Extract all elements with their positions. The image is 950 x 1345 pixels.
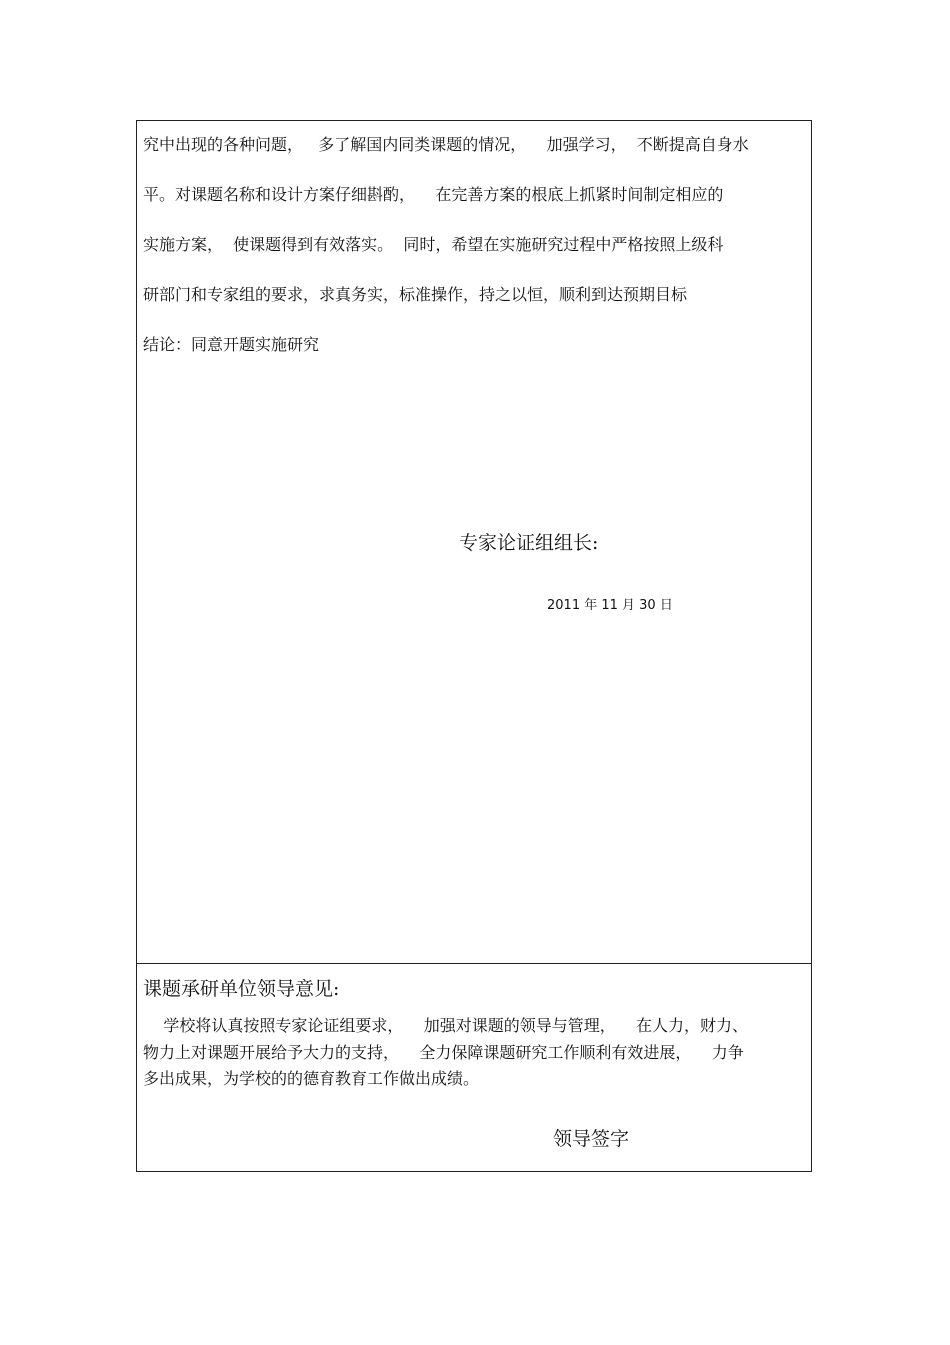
- unit-opinion-heading: 课题承研单位领导意见:: [143, 978, 340, 1000]
- expert-conclusion: 结论：同意开题实施研究: [143, 335, 320, 354]
- section-divider: [137, 963, 811, 964]
- expert-opinion-line-4: 研部门和专家组的要求，求真务实，标准操作，持之以恒，顺利到达预期目标: [143, 285, 688, 304]
- expert-group-leader-signature-label: 专家论证组组长:: [459, 532, 599, 554]
- unit-opinion-line-1: 学校将认真按照专家论证组要求， 加强对课题的领导与管理， 在人力，财力、: [143, 1016, 749, 1035]
- leader-signature-label: 领导签字: [553, 1128, 630, 1150]
- unit-opinion-line-3: 多出成果，为学校的的德育教育工作做出成绩。: [143, 1069, 480, 1088]
- opinion-form-table: [136, 120, 812, 1172]
- unit-opinion-line-2: 物力上对课题开展给予大力的支持， 全力保障课题研究工作顺利有效进展， 力争: [143, 1043, 744, 1062]
- expert-opinion-line-3: 实施方案， 使课题得到有效落实。 同时，希望在实施研究过程中严格按照上级科: [143, 235, 724, 254]
- expert-opinion-date: 2011 年 11 月 30 日: [547, 598, 673, 613]
- expert-opinion-line-2: 平。对课题名称和设计方案仔细斟酌， 在完善方案的根底上抓紧时间制定相应的: [143, 185, 724, 204]
- expert-opinion-line-1: 究中出现的各种问题， 多了解国内同类课题的情况， 加强学习， 不断提高自身水: [143, 135, 749, 154]
